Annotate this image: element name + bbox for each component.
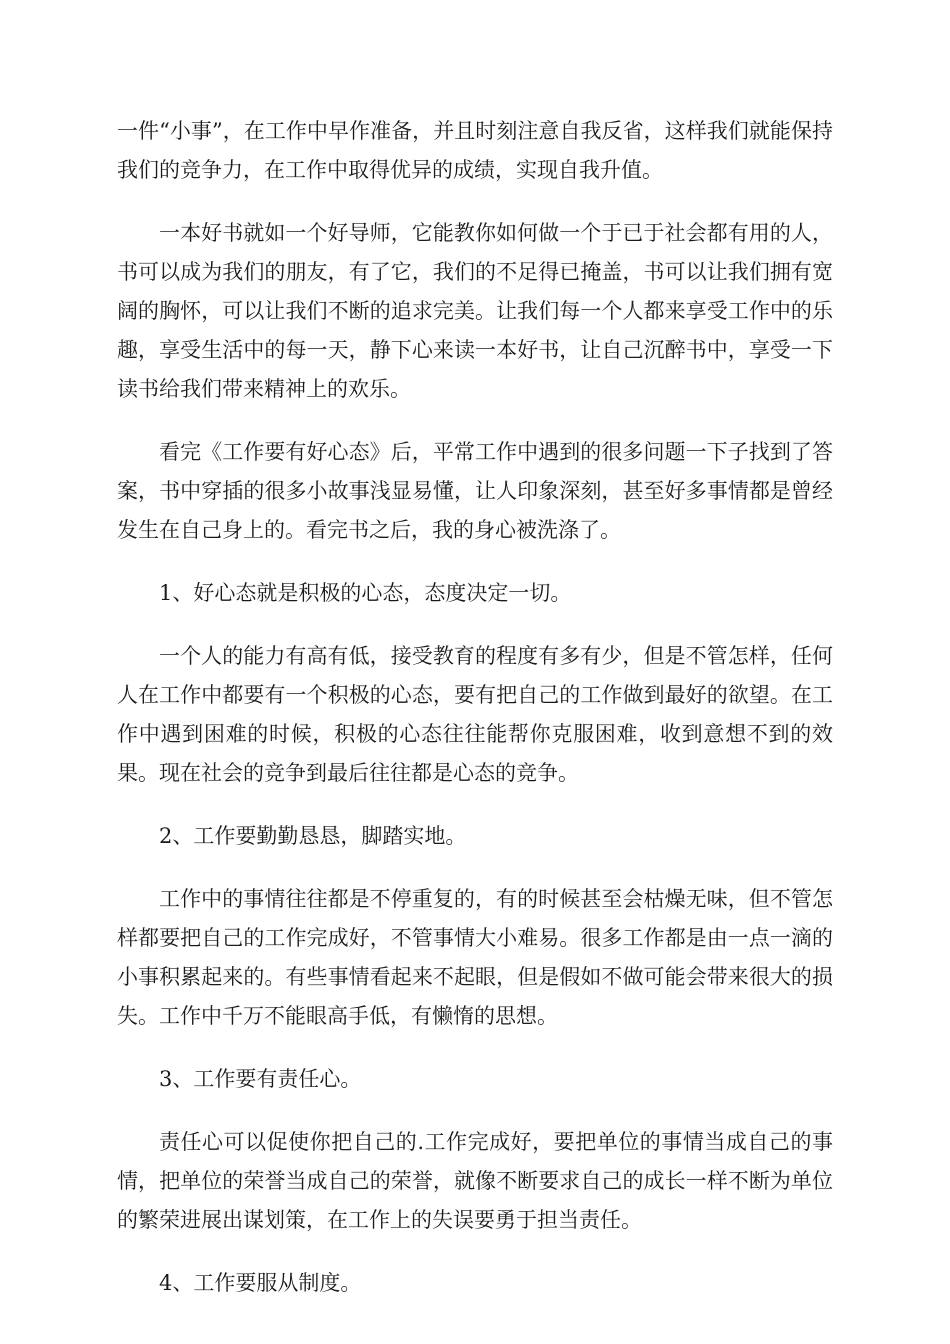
document-page	[117, 112, 833, 1327]
heading-point-2: 2、工作要勤勤恳恳，脚踏实地。	[159, 824, 467, 848]
paragraph-good-book: 一本好书就如一个好导师，它能教你如何做一个于已于社会都有用的人，书可以成为我们的朋友，有了它，我们的不足得已掩盖，书可以让我们拥有宽阔的胸怀，可以让我们不断的追求完美。让我们每一个人都来享受工作中的乐趣，享受生活中的每一天，静下心来读一本好书，让自己沉醉书中，享受一下读书给我们带来精神上的欢乐。	[117, 221, 833, 401]
heading-point-4: 4、工作要服从制度。	[159, 1271, 362, 1295]
heading-point-3: 3、工作要有责任心。	[159, 1067, 362, 1091]
heading-point-1: 1、好心态就是积极的心态，态度决定一切。	[159, 581, 572, 605]
paragraph-point-2: 工作中的事情往往都是不停重复的，有的时候甚至会枯燥无味，但不管怎样都要把自己的工作完成好，不管事情大小难易。很多工作都是由一点一滴的小事积累起来的。有些事情看起来不起眼，但是假如不做可能会带来很大的损失。工作中千万不能眼高手低，有懒惰的思想。	[117, 887, 833, 1028]
paragraph-continuation: 一件“小事”，在工作中早作准备，并且时刻注意自我反省，这样我们就能保持我们的竞争力，在工作中取得优异的成绩，实现自我升值。	[117, 119, 833, 182]
paragraph-point-3: 责任心可以促使你把自己的.工作完成好，要把单位的事情当成自己的事情，把单位的荣誉当成自己的荣誉，就像不断要求自己的成长一样不断为单位的繁荣进展出谋划策，在工作上的失误要勇于担当责任。	[117, 1130, 833, 1232]
paragraph-point-1: 一个人的能力有高有低，接受教育的程度有多有少，但是不管怎样，任何人在工作中都要有一个积极的心态，要有把自己的工作做到最好的欲望。在工作中遇到困难的时候，积极的心态往往能帮你克服困难，收到意想不到的效果。现在社会的竞争到最后往往都是心态的竞争。	[117, 644, 833, 785]
paragraph-after-reading: 看完《工作要有好心态》后，平常工作中遇到的很多问题一下子找到了答案，书中穿插的很多小故事浅显易懂，让人印象深刻，甚至好多事情都是曾经发生在自己身上的。看完书之后，我的身心被洗涤了。	[117, 440, 833, 542]
